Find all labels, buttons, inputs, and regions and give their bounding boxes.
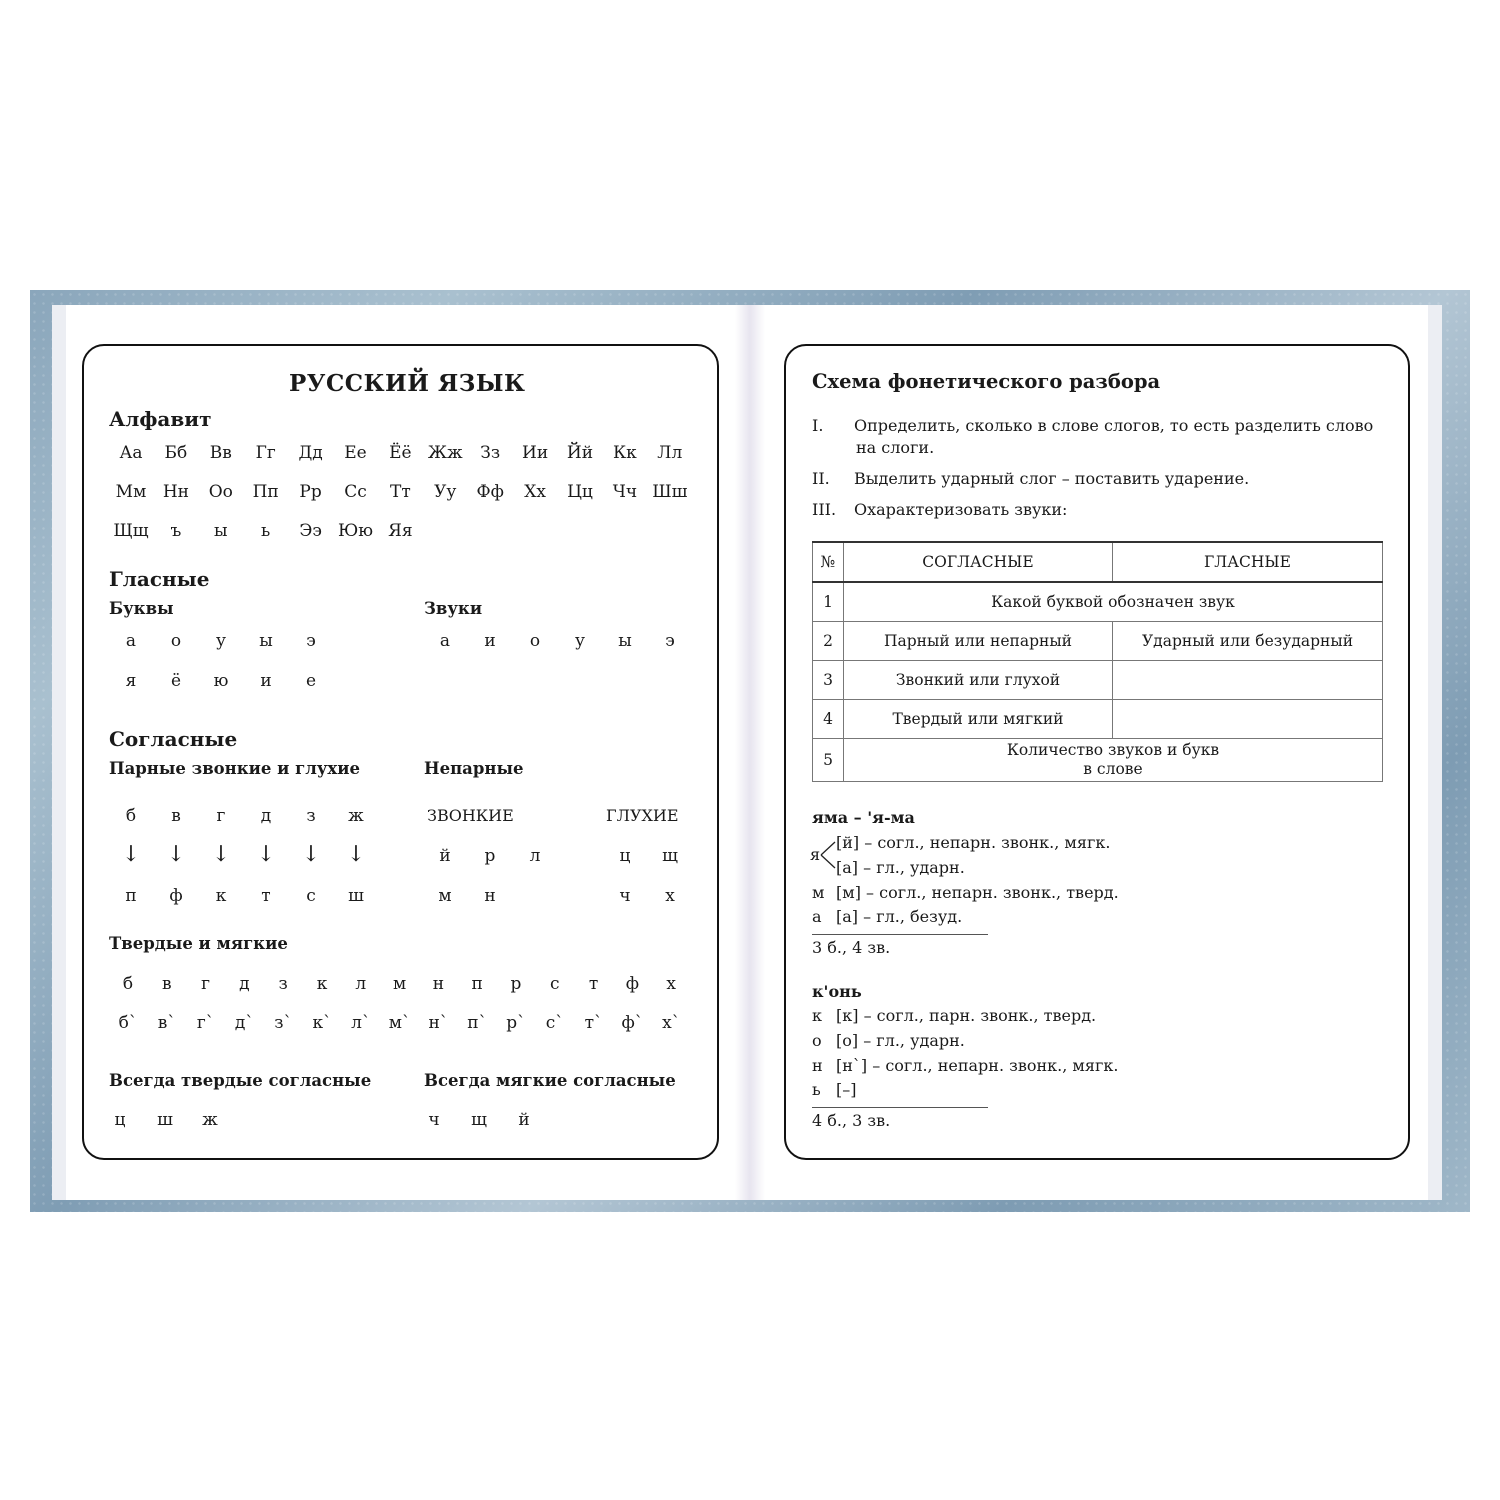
- alphabet-letter: Чч: [612, 482, 638, 502]
- voiced-consonant: з: [306, 806, 316, 826]
- soft-consonant: в`: [157, 1013, 176, 1033]
- down-arrow-icon: ↓: [211, 842, 231, 867]
- unpaired-voiced: й: [439, 846, 451, 866]
- hard-consonant: т: [588, 974, 599, 994]
- vowel-sound: у: [574, 631, 585, 651]
- alphabet-letter: Фф: [476, 482, 504, 502]
- always-soft-consonant: ч: [428, 1110, 440, 1130]
- alphabet-letter: ь: [261, 521, 271, 541]
- vowel-letters-label: Буквы: [109, 599, 174, 618]
- step-text: Выделить ударный слог – поставить ударение.: [854, 469, 1250, 488]
- hard-consonant: к: [316, 974, 328, 994]
- example-letter: н: [812, 1056, 823, 1075]
- unpaired-voiced: л: [529, 846, 541, 866]
- vowel-letter: ы: [259, 631, 273, 651]
- alphabet-letter: Цц: [567, 482, 593, 502]
- hard-consonant: х: [666, 974, 676, 994]
- always-soft-label: Всегда мягкие согласные: [424, 1071, 676, 1090]
- alphabet-letter: Жж: [427, 443, 463, 463]
- voiceless-consonant: с: [306, 886, 316, 906]
- paired-consonants-label: Парные звонкие и глухие: [109, 759, 361, 778]
- example-letter: о: [812, 1031, 822, 1050]
- vowel-sound: ы: [618, 631, 632, 651]
- example-sound: [й] – согл., непарн. звонк., мягк.: [836, 833, 1111, 852]
- unpaired-voiceless: ч: [619, 886, 631, 906]
- alphabet-letter: Ээ: [299, 521, 322, 541]
- always-hard-consonant: ц: [114, 1110, 126, 1130]
- vowel-cell: [1113, 661, 1383, 700]
- vowel-letter: ю: [213, 671, 229, 691]
- voiced-consonant: б: [125, 806, 137, 826]
- alphabet-letter: Оо: [208, 482, 233, 502]
- hard-consonant: б: [122, 974, 134, 994]
- example-sound: [а] – гл., ударн.: [836, 858, 965, 877]
- unpaired-voiceless: х: [665, 886, 675, 906]
- example-letter: ь: [812, 1080, 821, 1099]
- row-number: 1: [813, 582, 844, 622]
- down-arrow-icon: ↓: [256, 842, 276, 867]
- example-sound: [м] – согл., непарн. звонк., тверд.: [836, 883, 1119, 902]
- example-summary: 3 б., 4 зв.: [812, 938, 891, 957]
- alphabet-letter: Ёё: [389, 443, 412, 463]
- alphabet-letter: Ее: [344, 443, 367, 463]
- step-number: III.: [812, 500, 837, 519]
- vowel-cell: [1113, 700, 1383, 739]
- alphabet-letter: Кк: [612, 443, 637, 463]
- unpaired-consonants-label: Непарные: [424, 759, 524, 778]
- hard-consonant: н: [432, 974, 445, 994]
- soft-consonant: х`: [662, 1013, 681, 1033]
- always-hard-consonant: ш: [157, 1110, 173, 1130]
- merged-line: в слове: [1083, 760, 1143, 778]
- example-letter: м: [812, 883, 825, 902]
- hard-consonant: в: [162, 974, 172, 994]
- step-text-continued: на слоги.: [856, 438, 935, 457]
- hard-consonant: м: [392, 974, 407, 994]
- vowel-letter: у: [215, 631, 226, 651]
- example-letter: к: [812, 1006, 822, 1025]
- table-row: [813, 739, 1383, 782]
- example-letter: я: [810, 845, 821, 864]
- down-arrow-icon: ↓: [346, 842, 366, 867]
- alphabet-letter: Пп: [252, 482, 279, 502]
- hard-consonant: з: [278, 974, 288, 994]
- alphabet-letter: Рр: [299, 482, 322, 502]
- unpaired-voiced: м: [438, 886, 452, 906]
- hard-consonant: ф: [625, 974, 640, 994]
- row-number: 3: [813, 661, 844, 700]
- soft-consonant: б`: [118, 1013, 138, 1033]
- vowel-letter: я: [125, 671, 137, 691]
- alphabet-letter: Тт: [390, 482, 411, 502]
- soft-consonant: ф`: [621, 1013, 644, 1033]
- soft-consonant: м`: [388, 1013, 411, 1033]
- always-soft-consonant: й: [518, 1110, 530, 1130]
- alphabet-letter: Хх: [524, 482, 546, 502]
- soft-consonant: г`: [196, 1013, 215, 1033]
- example-summary: 4 б., 3 зв.: [812, 1111, 891, 1130]
- example-sound: [к] – согл., парн. звонк., тверд.: [836, 1006, 1097, 1025]
- voiceless-consonant: ф: [169, 886, 183, 906]
- unpaired-voiced: н: [484, 886, 496, 906]
- soft-consonant: т`: [584, 1013, 603, 1033]
- branch-icon: [819, 838, 837, 872]
- voiceless-consonant: ш: [348, 886, 364, 906]
- step-number: II.: [812, 469, 830, 488]
- alphabet-letter: Юю: [337, 521, 374, 541]
- voiceless-consonant: т: [261, 886, 271, 906]
- vowels-heading: Гласные: [109, 567, 210, 591]
- header-number: №: [813, 542, 844, 582]
- voiced-consonant: д: [260, 806, 272, 826]
- always-soft-consonant: щ: [471, 1110, 487, 1130]
- alphabet-letter: Сс: [344, 482, 367, 502]
- example-sound: [–]: [836, 1080, 857, 1099]
- vowel-sound: э: [665, 631, 675, 651]
- vowel-letter: и: [260, 671, 272, 691]
- step-text: Охарактеризовать звуки:: [854, 500, 1068, 519]
- soft-consonant: н`: [428, 1013, 449, 1033]
- phonetic-scheme-table: [812, 541, 1383, 782]
- example-word: к'онь: [812, 982, 862, 1001]
- row-number: 2: [813, 622, 844, 661]
- example-sound: [о] – гл., ударн.: [836, 1031, 965, 1050]
- always-hard-label: Всегда твердые согласные: [109, 1071, 372, 1090]
- alphabet-letter: Шш: [652, 482, 688, 502]
- voiced-consonant: в: [171, 806, 181, 826]
- alphabet-letter: Уу: [434, 482, 457, 502]
- alphabet-letter: Ии: [522, 443, 549, 463]
- header-consonants: СОГЛАСНЫЕ: [844, 542, 1113, 582]
- alphabet-letter: Нн: [162, 482, 189, 502]
- soft-consonant: л`: [351, 1013, 371, 1033]
- step-text: Определить, сколько в слове слогов, то есть разделить слово: [854, 416, 1374, 435]
- voiceless-label: ГЛУХИЕ: [606, 806, 679, 825]
- vowel-letter: ё: [170, 671, 182, 691]
- down-arrow-icon: ↓: [301, 842, 321, 867]
- table-row: [813, 661, 1383, 700]
- alphabet-letter: Аа: [119, 443, 143, 463]
- row-merged-cell: [844, 739, 1383, 782]
- vowel-letter: е: [305, 671, 317, 691]
- hard-consonant: д: [239, 974, 250, 994]
- scheme-title: Схема фонетического разбора: [812, 370, 1161, 393]
- example-sound: [а] – гл., безуд.: [836, 907, 963, 926]
- vowel-letter: о: [170, 631, 182, 651]
- consonant-cell: Парный или непарный: [844, 622, 1113, 661]
- unpaired-voiceless: щ: [662, 846, 678, 866]
- voiced-label: ЗВОНКИЕ: [427, 806, 514, 825]
- example-word: яма – 'я-ма: [812, 808, 915, 827]
- alphabet-letter: Йй: [566, 443, 594, 463]
- vowel-cell: Ударный или безударный: [1113, 622, 1383, 661]
- vowel-sound: и: [484, 631, 496, 651]
- soft-consonant: д`: [234, 1013, 254, 1033]
- unpaired-voiced: р: [484, 846, 496, 866]
- down-arrow-icon: ↓: [121, 842, 141, 867]
- hard-soft-label: Твердые и мягкие: [109, 934, 288, 953]
- hard-consonant: г: [201, 974, 211, 994]
- table-header-row: [813, 542, 1383, 582]
- page-title: РУССКИЙ ЯЗЫК: [289, 370, 526, 397]
- row-number: 5: [813, 739, 844, 782]
- down-arrow-icon: ↓: [166, 842, 186, 867]
- consonants-heading: Согласные: [109, 727, 238, 751]
- vowel-letter: э: [306, 631, 316, 651]
- example-sound: [н`] – согл., непарн. звонк., мягк.: [836, 1056, 1119, 1075]
- alphabet-heading: Алфавит: [109, 407, 212, 431]
- alphabet-letter: Лл: [657, 443, 683, 463]
- alphabet-letter: Щщ: [113, 521, 149, 541]
- soft-consonant: п`: [467, 1013, 488, 1033]
- divider-line: [812, 934, 988, 935]
- table-row: [813, 622, 1383, 661]
- header-vowels: ГЛАСНЫЕ: [1113, 542, 1383, 582]
- divider-line: [812, 1107, 988, 1108]
- hard-consonant: л: [355, 974, 367, 994]
- voiced-consonant: г: [216, 806, 226, 826]
- hard-consonant: р: [510, 974, 522, 994]
- soft-consonant: з`: [274, 1013, 293, 1033]
- alphabet-letter: ы: [214, 521, 228, 541]
- example-letter: а: [812, 907, 822, 926]
- row-number: 4: [813, 700, 844, 739]
- voiced-consonant: ж: [348, 806, 364, 826]
- always-hard-consonant: ж: [202, 1110, 218, 1130]
- step-number: I.: [812, 416, 824, 435]
- alphabet-letter: Мм: [115, 482, 147, 502]
- soft-consonant: р`: [506, 1013, 526, 1033]
- voiceless-consonant: к: [215, 886, 227, 906]
- alphabet-letter: Яя: [388, 521, 413, 541]
- vowel-sound: о: [529, 631, 541, 651]
- row-merged-cell: Какой буквой обозначен звук: [844, 582, 1383, 622]
- vowel-sounds-label: Звуки: [424, 599, 483, 618]
- hard-consonant: с: [550, 974, 560, 994]
- soft-consonant: с`: [545, 1013, 564, 1033]
- alphabet-letter: Гг: [255, 443, 276, 463]
- alphabet-letter: Бб: [164, 443, 188, 463]
- alphabet-letter: Вв: [209, 443, 232, 463]
- table-row: [813, 700, 1383, 739]
- table-row: [813, 582, 1383, 622]
- consonant-cell: Звонкий или глухой: [844, 661, 1113, 700]
- alphabet-letter: Зз: [480, 443, 501, 463]
- vowel-sound: а: [439, 631, 451, 651]
- alphabet-letter: Дд: [298, 443, 323, 463]
- consonant-cell: Твердый или мягкий: [844, 700, 1113, 739]
- unpaired-voiceless: ц: [619, 846, 631, 866]
- voiceless-consonant: п: [125, 886, 137, 906]
- hard-consonant: п: [471, 974, 483, 994]
- soft-consonant: к`: [312, 1013, 332, 1033]
- merged-line: Количество звуков и букв: [1006, 741, 1220, 759]
- vowel-letter: а: [125, 631, 137, 651]
- alphabet-letter: ъ: [170, 521, 182, 541]
